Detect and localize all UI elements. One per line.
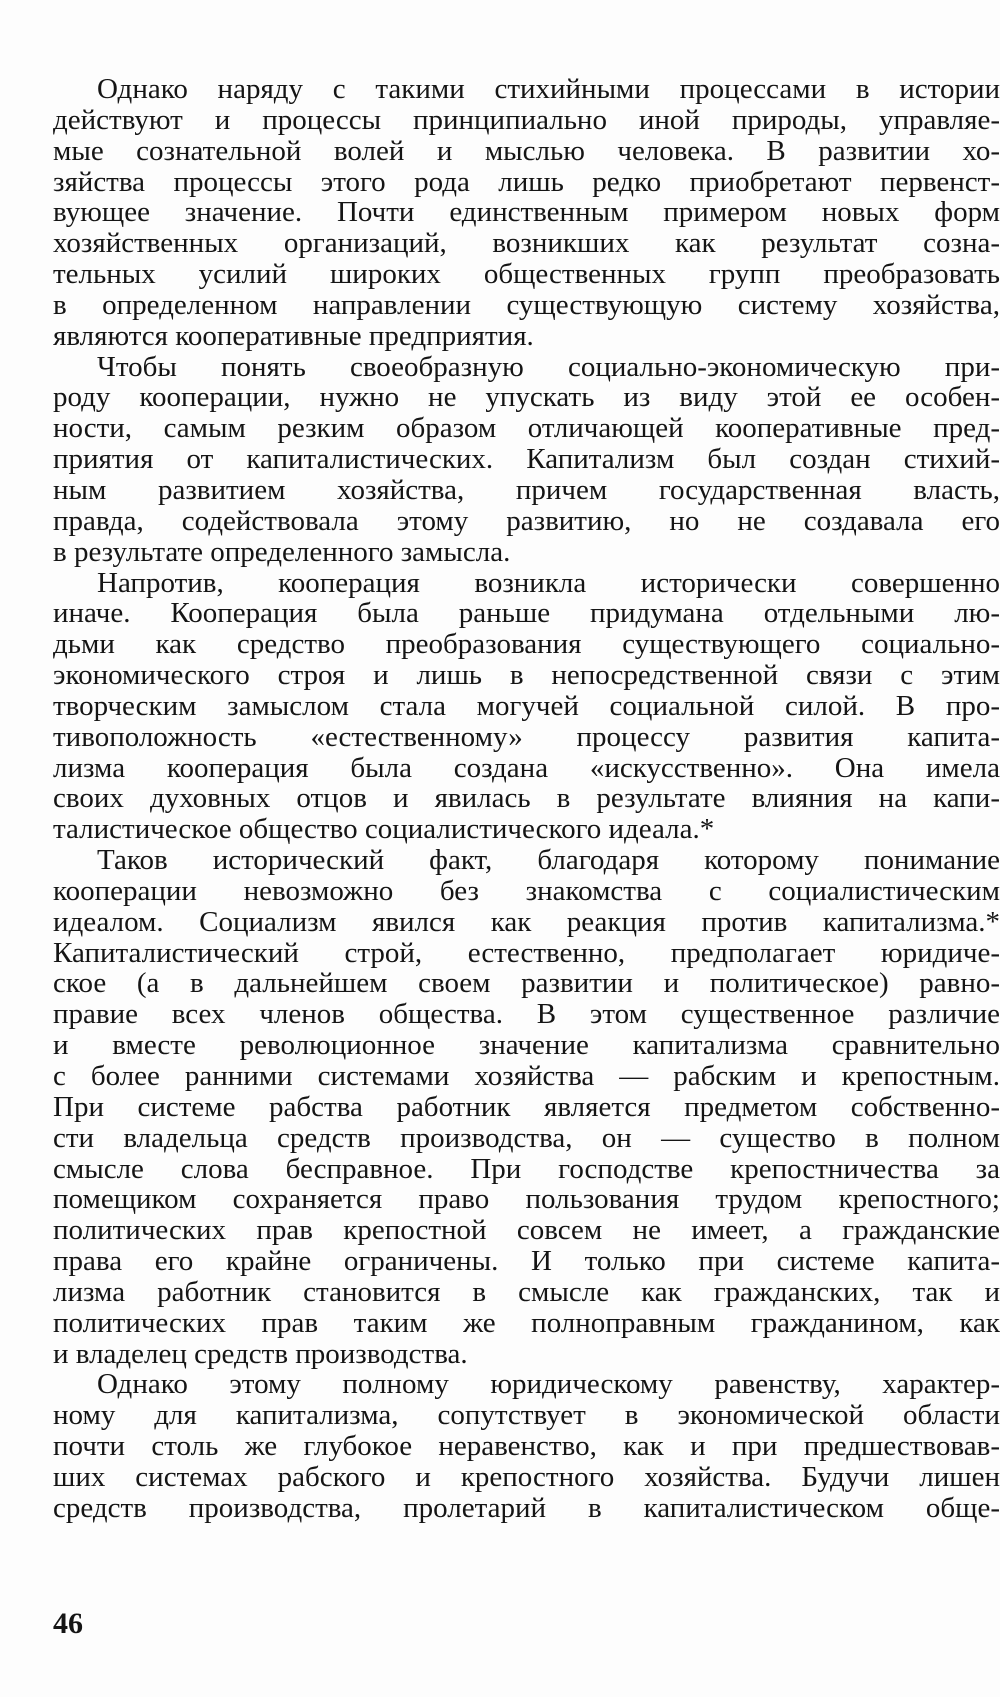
text-line: ным развитием хозяйства, причем государственная власть, <box>53 473 1000 506</box>
text-line: своих духовных отцов и явилась в результате влияния на капи- <box>53 782 1000 815</box>
page-number: 46 <box>53 1607 83 1640</box>
text-line: почти столь же глубокое неравенство, как и при предшествовав- <box>53 1430 1000 1463</box>
text-line: вующее значение. Почти единственным примером новых форм <box>53 196 1000 229</box>
text-line: талистическое общество социалистического идеала.* <box>53 813 715 846</box>
text-line: хозяйственных организаций, возникших как результат созна- <box>53 227 1000 260</box>
text-line: ское (а в дальнейшем своем развитии и политическое) равно- <box>53 967 1000 1000</box>
text-line: политических прав таким же полноправным гражданином, как <box>53 1306 1000 1339</box>
text-line: Капиталистический строй, естественно, предполагает юридиче- <box>53 936 1000 969</box>
text-line: права его крайне ограничены. И только при системе капита- <box>53 1245 1000 1278</box>
text-line: приятия от капиталистических. Капитализм был создан стихий- <box>53 443 1000 476</box>
text-line: лизма кооперация была создана «искусственно». Она имела <box>53 751 1000 784</box>
text-line: средств производства, пролетарий в капиталистическом обще- <box>53 1491 1000 1524</box>
text-line: мые сознательной волей и мыслью человека. В развитии хо- <box>53 134 1000 167</box>
paragraph-4 <box>53 845 1000 1369</box>
text-line: ному для капитализма, сопутствует в экономической области <box>53 1399 1000 1432</box>
text-line: ности, самым резким образом отличающей кооперативные пред- <box>53 412 1000 445</box>
text-line: смысле слова бесправное. При господстве крепостничества за <box>53 1152 1000 1185</box>
paragraph-2 <box>53 352 1000 568</box>
text-line: в результате определенного замысла. <box>53 535 511 568</box>
text-line: идеалом. Социализм явился как реакция против капитализма.* <box>53 905 1000 938</box>
text-line: Таков исторический факт, благодаря которому понимание <box>97 844 1000 877</box>
text-line: кооперации невозможно без знакомства с социалистическим <box>53 874 1000 907</box>
text-line: творческим замыслом стала могучей социальной силой. В про- <box>53 689 1000 722</box>
text-line: правда, содействовала этому развитию, но не создавала его <box>53 504 1000 537</box>
text-line: роду кооперации, нужно не упускать из виду этой ее особен- <box>53 381 1000 414</box>
text-line: и владелец средств производства. <box>53 1337 468 1370</box>
paragraph-5 <box>53 1369 1000 1523</box>
text-line: Однако этому полному юридическому равенству, характер- <box>97 1368 1000 1401</box>
paragraph-3 <box>53 568 1000 846</box>
text-line: Чтобы понять своеобразную социально-экономическую при- <box>97 350 1000 383</box>
text-line: правие всех членов общества. В этом существенное различие <box>53 998 1000 1031</box>
text-line: тельных усилий широких общественных групп преобразовать <box>53 258 1000 291</box>
body-text <box>53 74 1000 1524</box>
text-line: являются кооперативные предприятия. <box>53 319 534 352</box>
text-line: зяйства процессы этого рода лишь редко приобретают первенст- <box>53 165 1000 198</box>
text-line: в определенном направлении существующую систему хозяйства, <box>53 288 1000 321</box>
text-line: ших системах рабского и крепостного хозяйства. Будучи лишен <box>53 1460 1000 1493</box>
text-line: помещиком сохраняется право пользования трудом крепостного; <box>53 1183 1000 1216</box>
text-line: сти владельца средств производства, он — существо в полном <box>53 1121 1000 1154</box>
text-line: действуют и процессы принципиально иной природы, управляе- <box>53 103 1000 136</box>
paragraph-1 <box>53 74 1000 352</box>
text-line: лизма работник становится в смысле как гражданских, так и <box>53 1275 1000 1308</box>
text-line: иначе. Кооперация была раньше придумана отдельными лю- <box>53 597 1000 630</box>
text-line: с более ранними системами хозяйства — рабским и крепостным. <box>53 1060 1000 1092</box>
text-line: политических прав крепостной совсем не имеет, а гражданские <box>53 1214 1000 1247</box>
text-line: Напротив, кооперация возникла исторически совершенно <box>97 566 1000 599</box>
text-line: экономического строя и лишь в непосредственной связи с этим <box>53 659 1000 692</box>
text-line: При системе рабства работник является предметом собственно- <box>53 1090 1000 1123</box>
text-line: и вместе революционное значение капитализма сравнительно <box>53 1029 1000 1062</box>
text-line: Однако наряду с такими стихийными процессами в истории <box>97 73 1000 105</box>
text-line: тивоположность «естественному» процессу развития капита- <box>53 720 1000 753</box>
text-line: дьми как средство преобразования существующего социально- <box>53 628 1000 661</box>
